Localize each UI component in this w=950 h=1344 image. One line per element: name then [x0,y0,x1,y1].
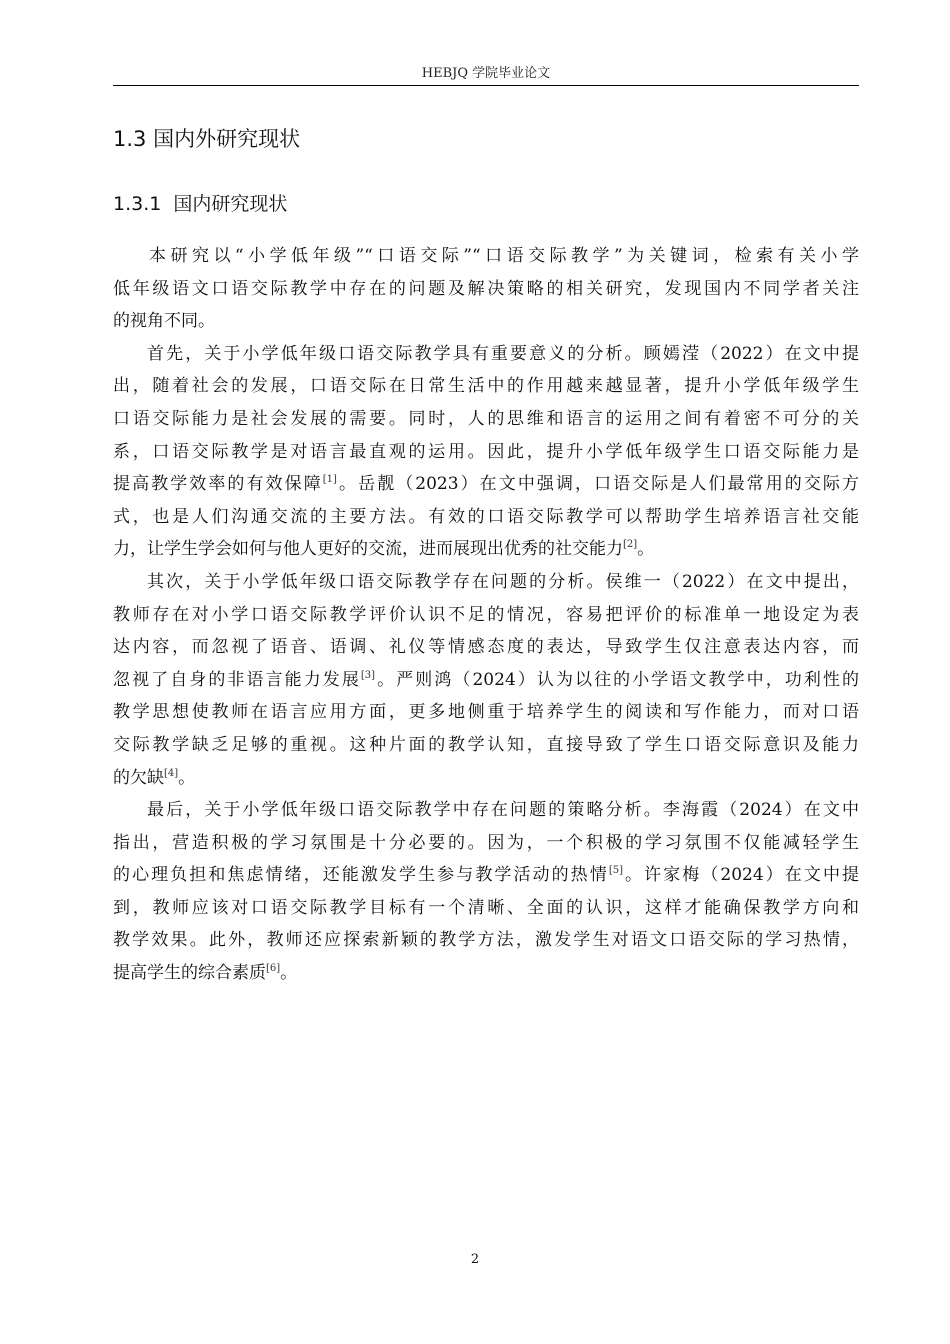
paragraph-text: 。 [637,539,655,560]
paragraph-line: 达内容，而忽视了语音、语调、礼仪等情感态度的表达，导致学生仅注意表达内容，而 [113,637,859,658]
page-header: HEBJQ 学院毕业论文 [421,66,551,81]
section-heading: 1.3 国内外研究现状 [113,127,301,151]
header-divider [113,85,859,86]
citation-marker: [3] [360,669,376,681]
paragraph-line [113,957,859,990]
paragraph-text: 。 [178,767,196,788]
paragraph-line [113,762,859,795]
paragraph-line: 教师存在对小学口语交际教学评价认识不足的情况，容易把评价的标准单一地设定为表 [113,604,859,625]
paragraph-text: 。岳靓（2023）在文中强调，口语交际是人们最常用的交际方 [336,474,860,495]
paragraph-text: 。许家梅（2024）在文中提 [622,865,860,886]
paragraph-line: 系，口语交际教学是对语言最直观的运用。因此，提升小学低年级学生口语交际能力是 [113,441,859,462]
paragraph-line: 其次，关于小学低年级口语交际教学存在问题的分析。侯维一（2022）在文中提出， [147,571,859,592]
paragraph-line: 教学效果。此外，教师还应探索新颖的教学方法，激发学生对语文口语交际的学习热情， [113,930,859,951]
page-number: 2 [470,1252,480,1267]
citation-marker: [6] [266,963,281,975]
paragraph-text: 。 [280,963,298,984]
paragraph-line: 最后，关于小学低年级口语交际教学中存在问题的策略分析。李海霞（2024）在文中 [147,800,859,821]
citation-marker: [1] [322,474,337,486]
paragraph-line: 教学思想使教师在语言应用方面，更多地侧重于培养学生的阅读和写作能力，而对口语 [113,702,859,723]
body-text [113,240,859,990]
paragraph-line: 口语交际能力是社会发展的需要。同时，人的思维和语言的运用之间有着密不可分的关 [113,408,859,429]
paragraph-line [113,859,859,892]
paragraph-line: 低年级语文口语交际教学中存在的问题及解决策略的相关研究，发现国内不同学者关注 [113,278,859,299]
paragraph-line: 到，教师应该对口语交际教学目标有一个清晰、全面的认识，这样才能确保教学方向和 [113,897,859,918]
paragraph-text: 提高教学效率的有效保障 [113,474,323,495]
paragraph-text: 。严则鸿（2024）认为以往的小学语文教学中，功利性的 [375,669,860,690]
paragraph-line: 指出，营造积极的学习氛围是十分必要的。因为，一个积极的学习氛围不仅能减轻学生 [113,832,859,853]
paragraph-line: 首先，关于小学低年级口语交际教学具有重要意义的分析。顾嫣滢（2022）在文中提 [147,343,859,364]
paragraph-line: 交际教学缺乏足够的重视。这种片面的教学认知，直接导致了学生口语交际意识及能力 [113,734,859,755]
citation-marker: [4] [164,767,179,779]
paragraph-line: 出，随着社会的发展，口语交际在日常生活中的作用越来越显著，提升小学低年级学生 [113,376,859,397]
paragraph-line: 本研究以“小学低年级”“口语交际”“口语交际教学”为关键词，检索有关小学 [149,246,859,266]
subsection-heading [113,190,287,218]
paragraph-line: 式，也是人们沟通交流的主要方法。有效的口语交际教学可以帮助学生培养语言社交能 [113,506,859,527]
paragraph-line [113,533,859,566]
paragraph-text: 忽视了自身的非语言能力发展 [113,669,361,690]
paragraph-text: 的欠缺 [113,767,164,788]
citation-marker: [2] [623,539,638,551]
subsection-number: 1.3.1 [113,193,162,215]
subsection-title: 国内研究现状 [173,193,288,215]
paragraph-text: 的心理负担和焦虑情绪，还能激发学生参与教学活动的热情 [113,865,609,886]
citation-marker: [5] [608,865,623,877]
paragraph-text: 力，让学生学会如何与他人更好的交流，进而展现出优秀的社交能力 [113,539,623,560]
paragraph-line [113,664,859,697]
paragraph-line [113,468,859,501]
paragraph-text: 提高学生的综合素质 [113,963,266,984]
paragraph-line: 的视角不同。 [113,311,215,332]
